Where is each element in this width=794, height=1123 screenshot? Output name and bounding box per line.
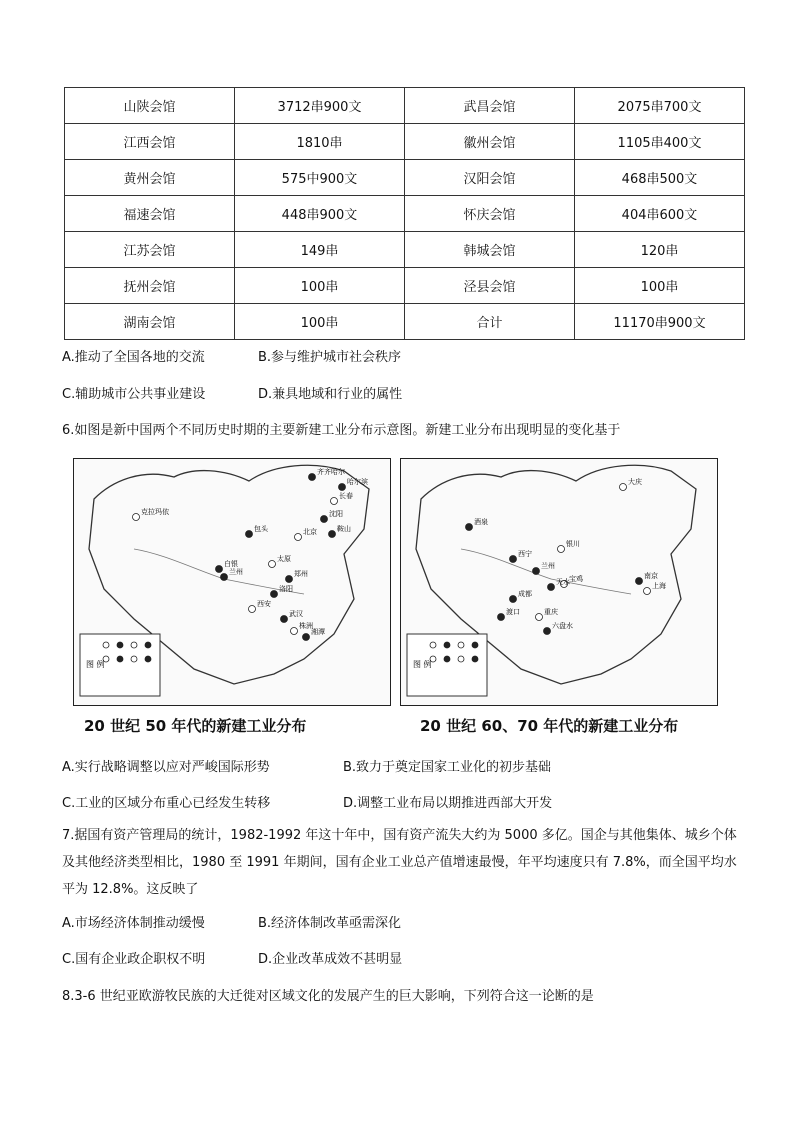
industry-point (548, 584, 555, 591)
city-label: 郑州 (294, 570, 308, 578)
industry-point (644, 588, 651, 595)
industry-point (246, 531, 253, 538)
table-cell: 泾县会馆 (405, 268, 575, 304)
table-cell: 448串900文 (235, 196, 405, 232)
map-1950s (73, 458, 391, 706)
table-row (65, 88, 745, 124)
industry-point (510, 556, 517, 563)
city-label: 六盘水 (552, 622, 573, 630)
city-label: 兰州 (229, 568, 243, 576)
table-cell: 120串 (575, 232, 745, 268)
city-label: 宝鸡 (569, 575, 583, 583)
city-label: 株洲 (299, 622, 313, 630)
table-cell: 468串500文 (575, 160, 745, 196)
table-cell: 11170串900文 (575, 304, 745, 340)
table-cell: 合计 (405, 304, 575, 340)
table-cell: 100串 (235, 268, 405, 304)
city-label: 克拉玛依 (141, 508, 169, 516)
q6-option-d[interactable]: D.调整工业布局以期推进西部大开发 (343, 796, 553, 811)
q5-option-c[interactable]: C.辅助城市公共事业建设 (62, 387, 206, 402)
table-cell: 徽州会馆 (405, 124, 575, 160)
table-cell: 1810串 (235, 124, 405, 160)
industry-point (329, 531, 336, 538)
city-label: 酒泉 (474, 518, 488, 526)
table-row (65, 196, 745, 232)
legend-symbol (131, 656, 137, 662)
q7-option-b[interactable]: B.经济体制改革亟需深化 (258, 916, 402, 931)
q6-stem: 6.如图是新中国两个不同历史时期的主要新建工业分布示意图。新建工业分布出现明显的变化基于 (62, 423, 621, 438)
legend-symbol (145, 642, 151, 648)
table-cell: 149串 (235, 232, 405, 268)
q5-option-a[interactable]: A.推动了全国各地的交流 (62, 350, 205, 365)
industry-point (249, 606, 256, 613)
map-1950s-drawing (74, 459, 390, 705)
table-cell: 韩城会馆 (405, 232, 575, 268)
table-cell: 江西会馆 (65, 124, 235, 160)
industry-point (269, 561, 276, 568)
legend-word-left: 图 例 (86, 660, 105, 669)
table-cell: 2075串700文 (575, 88, 745, 124)
industry-point (510, 596, 517, 603)
industry-point (331, 498, 338, 505)
city-label: 长春 (339, 492, 353, 500)
legend-symbol (472, 642, 478, 648)
table-row (65, 124, 745, 160)
q7-option-a[interactable]: A.市场经济体制推动缓慢 (62, 916, 205, 931)
q5-option-b[interactable]: B.参与维护城市社会秩序 (258, 350, 402, 365)
table-cell: 福速会馆 (65, 196, 235, 232)
q7-option-c[interactable]: C.国有企业政企职权不明 (62, 952, 206, 967)
industry-point (558, 546, 565, 553)
legend-word-right: 图 例 (413, 660, 432, 669)
map-1960s-70s-caption: 20 世纪 60、70 年代的新建工业分布 (420, 717, 679, 735)
legend-symbol (145, 656, 151, 662)
industry-point (295, 534, 302, 541)
q6-option-b[interactable]: B.致力于奠定国家工业化的初步基础 (343, 760, 552, 775)
industry-point (321, 516, 328, 523)
city-label: 重庆 (544, 608, 558, 616)
industry-point (636, 578, 643, 585)
table-row (65, 160, 745, 196)
table-cell: 100串 (575, 268, 745, 304)
legend-symbol (117, 642, 123, 648)
table-cell: 404串600文 (575, 196, 745, 232)
industry-point (533, 568, 540, 575)
industry-point (536, 614, 543, 621)
map-1960s-70s (400, 458, 718, 706)
map-1950s-caption: 20 世纪 50 年代的新建工业分布 (84, 717, 307, 735)
city-label: 鞍山 (337, 525, 351, 533)
table-cell: 汉阳会馆 (405, 160, 575, 196)
city-label: 北京 (303, 528, 317, 536)
table-cell: 怀庆会馆 (405, 196, 575, 232)
industry-point (544, 628, 551, 635)
city-label: 西宁 (518, 550, 532, 558)
industry-point (620, 484, 627, 491)
q8-stem: 8.3-6 世纪亚欧游牧民族的大迁徙对区域文化的发展产生的巨大影响，下列符合这一论断的是 (62, 989, 594, 1004)
table-row (65, 304, 745, 340)
city-label: 渡口 (506, 608, 520, 616)
map-1960s-70s-drawing (401, 459, 717, 705)
donation-table (64, 87, 745, 340)
table-cell: 575中900文 (235, 160, 405, 196)
table-cell: 湖南会馆 (65, 304, 235, 340)
legend-symbol (131, 642, 137, 648)
industry-point (221, 574, 228, 581)
legend-symbol (458, 656, 464, 662)
legend-symbol (430, 642, 436, 648)
city-label: 哈尔滨 (347, 478, 368, 486)
q6-option-a[interactable]: A.实行战略调整以应对严峻国际形势 (62, 760, 270, 775)
legend-symbol (458, 642, 464, 648)
city-label: 太原 (277, 555, 291, 563)
industry-point (466, 524, 473, 531)
q7-option-d[interactable]: D.企业改革成效不甚明显 (258, 952, 403, 967)
industry-point (216, 566, 223, 573)
industry-point (339, 484, 346, 491)
city-label: 西安 (257, 600, 271, 608)
city-label: 银川 (566, 540, 580, 548)
city-label: 南京 (644, 572, 658, 580)
legend-symbol (472, 656, 478, 662)
city-label: 包头 (254, 525, 268, 533)
table-cell: 武昌会馆 (405, 88, 575, 124)
industry-point (291, 628, 298, 635)
city-labels-1960s-70s (474, 477, 666, 630)
table-cell: 江苏会馆 (65, 232, 235, 268)
table-cell: 山陕会馆 (65, 88, 235, 124)
city-label: 洛阳 (279, 585, 293, 593)
city-label: 上海 (652, 582, 666, 590)
city-label: 兰州 (541, 562, 555, 570)
city-label: 天水 (556, 578, 570, 586)
industry-point (133, 514, 140, 521)
table-cell: 3712串900文 (235, 88, 405, 124)
industry-point (498, 614, 505, 621)
city-label: 成都 (518, 590, 532, 598)
legend-symbol (103, 642, 109, 648)
city-label: 齐齐哈尔 (317, 468, 345, 476)
q5-option-d[interactable]: D.兼具地域和行业的属性 (258, 387, 403, 402)
table-cell: 抚州会馆 (65, 268, 235, 304)
industry-point (309, 474, 316, 481)
industry-point (271, 591, 278, 598)
q7-stem: 7.据国有资产管理局的统计，1982-1992 年这十年中，国有资产流失大约为 5000 多亿。国企与其他集体、城乡个体及其他经济类型相比，1980 至 1991 年期间，国有企业工业总产值增速最慢，年平均速度只有 7.8%，而全国平均水平为 12.8%。这反映了 (62, 828, 737, 897)
legend-symbol (444, 642, 450, 648)
city-label: 沈阳 (329, 510, 343, 518)
city-label: 武汉 (289, 610, 303, 618)
city-label: 湘潭 (311, 628, 325, 636)
city-label: 白银 (224, 560, 238, 568)
city-label: 大庆 (628, 478, 642, 486)
industry-point (281, 616, 288, 623)
table-row (65, 232, 745, 268)
industry-point (303, 634, 310, 641)
table-body (65, 88, 745, 340)
legend-symbol (444, 656, 450, 662)
table-cell: 黄州会馆 (65, 160, 235, 196)
table-cell: 1105串400文 (575, 124, 745, 160)
table-row (65, 268, 745, 304)
river-right (461, 549, 631, 594)
industry-point (286, 576, 293, 583)
table-cell: 100串 (235, 304, 405, 340)
q6-option-c[interactable]: C.工业的区域分布重心已经发生转移 (62, 796, 271, 811)
legend-symbol (117, 656, 123, 662)
